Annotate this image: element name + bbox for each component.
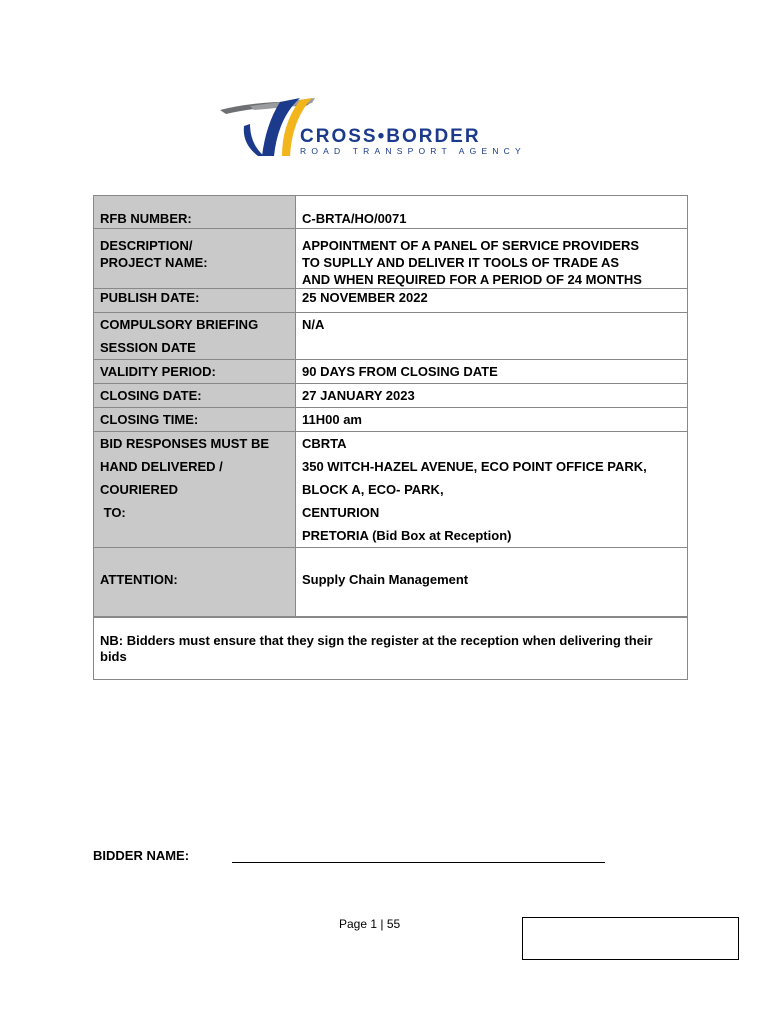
briefing-value: N/A (296, 313, 688, 360)
cbrta-logo (220, 94, 565, 160)
closing-date-label: CLOSING DATE: (94, 384, 296, 408)
description-value: APPOINTMENT OF A PANEL OF SERVICE PROVIDERS TO SUPLLY AND DELIVER IT TOOLS OF TRADE AS AND WHEN REQUIRED FOR A PERIOD OF 24 MONTHS (296, 229, 688, 289)
closing-time-value: 11H00 am (296, 408, 688, 432)
delivery-address: CBRTA 350 WITCH-HAZEL AVENUE, ECO POINT OFFICE PARK, BLOCK A, ECO- PARK, CENTURION PRETORIA (Bid Box at Reception) (296, 432, 688, 548)
table-row-rfb (94, 196, 688, 229)
validity-label: VALIDITY PERIOD: (94, 360, 296, 384)
validity-value: 90 DAYS FROM CLOSING DATE (296, 360, 688, 384)
logo-name: CROSS•BORDER (300, 126, 481, 147)
table-row-closing-time (94, 408, 688, 432)
description-label: DESCRIPTION/ PROJECT NAME: (94, 229, 296, 289)
bidder-name-label: BIDDER NAME: (93, 848, 190, 863)
closing-time-label: CLOSING TIME: (94, 408, 296, 432)
bidder-name-field[interactable] (232, 862, 605, 863)
table-row-briefing (94, 313, 688, 360)
closing-date-value: 27 JANUARY 2023 (296, 384, 688, 408)
table-row-validity (94, 360, 688, 384)
table-row-description (94, 229, 688, 289)
publish-date-value: 25 NOVEMBER 2022 (296, 289, 688, 313)
publish-date-label: PUBLISH DATE: (94, 289, 296, 313)
rfb-number-label: RFB NUMBER: (94, 196, 296, 229)
rfb-number-value: C-BRTA/HO/0071 (296, 196, 688, 229)
page-number: Page 1 | 55 (339, 917, 401, 931)
delivery-label: BID RESPONSES MUST BE HAND DELIVERED / COURIERED TO: (94, 432, 296, 548)
nb-text: NB: Bidders must ensure that they sign the register at the reception when delivering their bids (100, 633, 653, 664)
table-row-closing-date (94, 384, 688, 408)
table-row-attention (94, 548, 688, 617)
table-row-delivery (94, 432, 688, 548)
table-row-publish (94, 289, 688, 313)
stamp-box (522, 917, 739, 960)
logo-tagline: ROAD TRANSPORT AGENCY (300, 146, 526, 156)
attention-value: Supply Chain Management (296, 548, 688, 617)
attention-label: ATTENTION: (94, 548, 296, 617)
briefing-label: COMPULSORY BRIEFING SESSION DATE (94, 313, 296, 360)
nb-notice (93, 617, 688, 680)
rfb-details-table (93, 195, 688, 617)
